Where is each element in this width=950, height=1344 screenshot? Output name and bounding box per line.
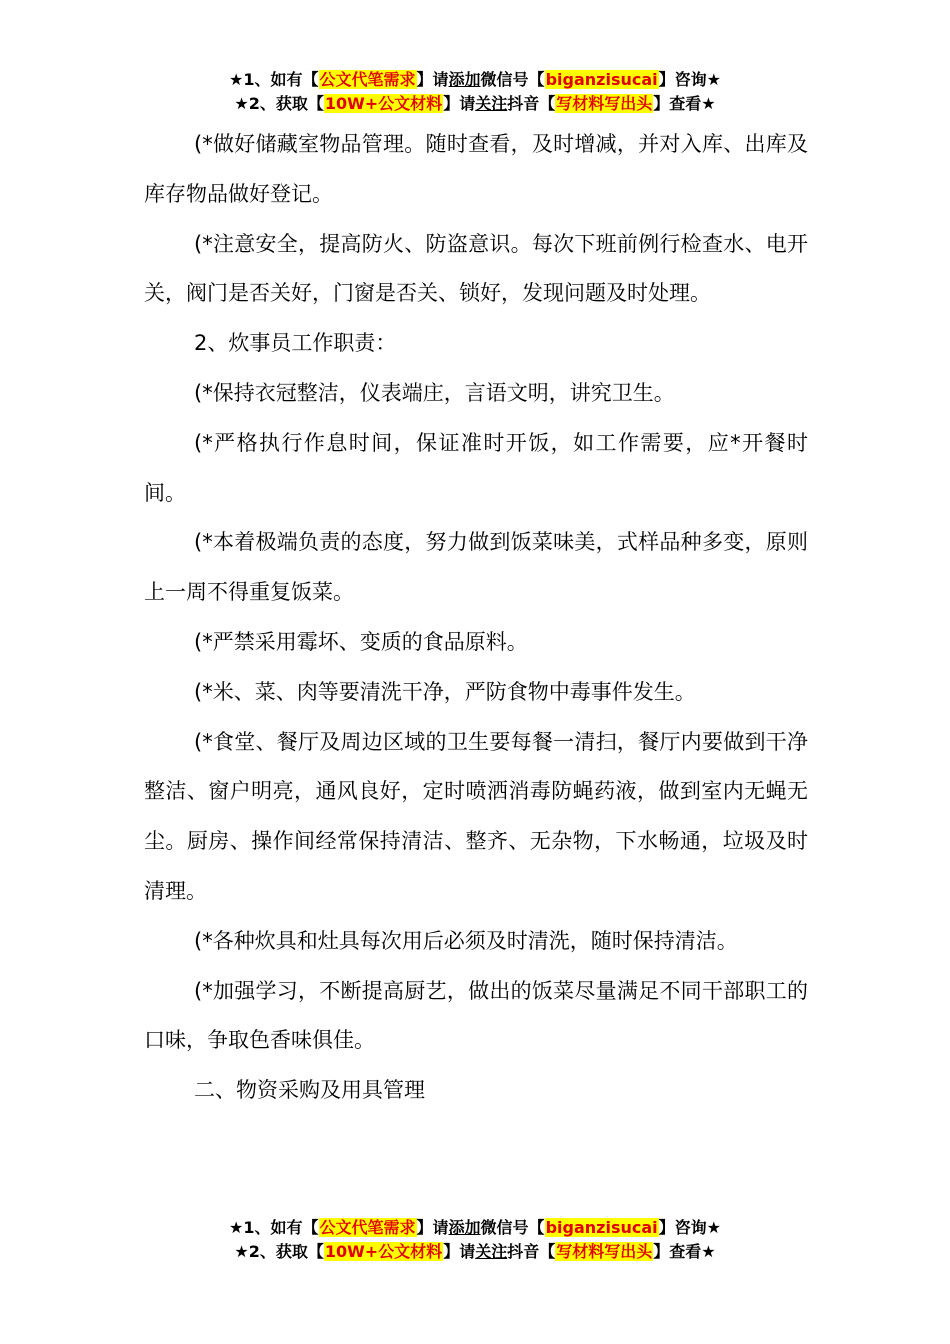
banner-text: ★1、如有【 — [229, 70, 319, 89]
highlight-service: 公文代笔需求 — [319, 1218, 416, 1237]
highlight-materials: 10W+公文材料 — [324, 1242, 443, 1261]
highlight-wechat-id: biganzisucai — [545, 1218, 658, 1237]
banner-underlined-text: 关注 — [475, 1242, 508, 1261]
banner-text: 抖音【 — [507, 94, 556, 113]
banner-text: 】请 — [416, 70, 449, 89]
paragraph: (*加强学习，不断提高厨艺，做出的饭菜尽量满足不同干部职工的口味，争取色香味俱佳。 — [144, 978, 808, 1053]
banner-underlined-text: 关注 — [475, 94, 508, 113]
banner-text: ★2、获取【 — [234, 94, 324, 113]
banner-text: 】查看★ — [653, 94, 716, 113]
highlight-douyin-account: 写材料写出头 — [556, 94, 653, 113]
footer-banner — [0, 1216, 950, 1264]
banner-line-1 — [0, 1216, 950, 1240]
paragraph: (*食堂、餐厅及周边区域的卫生要每餐一清扫，餐厅内要做到干净整洁、窗户明亮，通风良好，定时喷洒消毒防蝇药液，做到室内无蝇无尘。厨房、操作间经常保持清洁、整齐、无杂物，下水畅通，垃圾及时清理。 — [144, 729, 808, 903]
banner-text: 】咨询★ — [658, 70, 721, 89]
document-body — [144, 120, 808, 1116]
paragraph: (*严格执行作息时间，保证准时开饭，如工作需要，应*开餐时间。 — [144, 430, 808, 505]
banner-text: 微信号【 — [480, 1218, 545, 1237]
banner-text: 】查看★ — [653, 1242, 716, 1261]
highlight-materials: 10W+公文材料 — [324, 94, 443, 113]
highlight-wechat-id: biganzisucai — [545, 70, 658, 89]
paragraph: (*保持衣冠整洁，仪表端庄，言语文明，讲究卫生。 — [194, 380, 675, 405]
section-heading: 二、物资采购及用具管理 — [194, 1078, 425, 1103]
paragraph: (*米、菜、肉等要清洗干净，严防食物中毒事件发生。 — [194, 679, 696, 704]
highlight-service: 公文代笔需求 — [319, 70, 416, 89]
highlight-douyin-account: 写材料写出头 — [556, 1242, 653, 1261]
banner-line-2 — [0, 1240, 950, 1264]
banner-line-1 — [0, 68, 950, 92]
banner-text: 】咨询★ — [658, 1218, 721, 1237]
banner-text: 微信号【 — [480, 70, 545, 89]
banner-text: ★2、获取【 — [234, 1242, 324, 1261]
banner-text: 】请 — [416, 1218, 449, 1237]
section-heading: 2、炊事员工作职责： — [194, 331, 397, 356]
paragraph: (*严禁采用霉坏、变质的食品原料。 — [194, 629, 528, 654]
paragraph: (*各种炊具和灶具每次用后必须及时清洗，随时保持清洁。 — [194, 928, 738, 953]
paragraph: (*注意安全，提高防火、防盗意识。每次下班前例行检查水、电开关，阀门是否关好，门窗是否关、锁好，发现问题及时处理。 — [144, 231, 808, 306]
header-banner — [0, 68, 950, 116]
banner-text: ★1、如有【 — [229, 1218, 319, 1237]
banner-text: 】请 — [443, 94, 476, 113]
banner-text: 】请 — [443, 1242, 476, 1261]
banner-underlined-text: 添加 — [448, 70, 481, 89]
paragraph: (*本着极端负责的态度，努力做到饭菜味美，式样品种多变，原则上一周不得重复饭菜。 — [144, 530, 808, 605]
banner-line-2 — [0, 92, 950, 116]
banner-underlined-text: 添加 — [448, 1218, 481, 1237]
banner-text: 抖音【 — [507, 1242, 556, 1261]
paragraph: (*做好储藏室物品管理。随时查看，及时增减，并对入库、出库及库存物品做好登记。 — [144, 132, 808, 206]
